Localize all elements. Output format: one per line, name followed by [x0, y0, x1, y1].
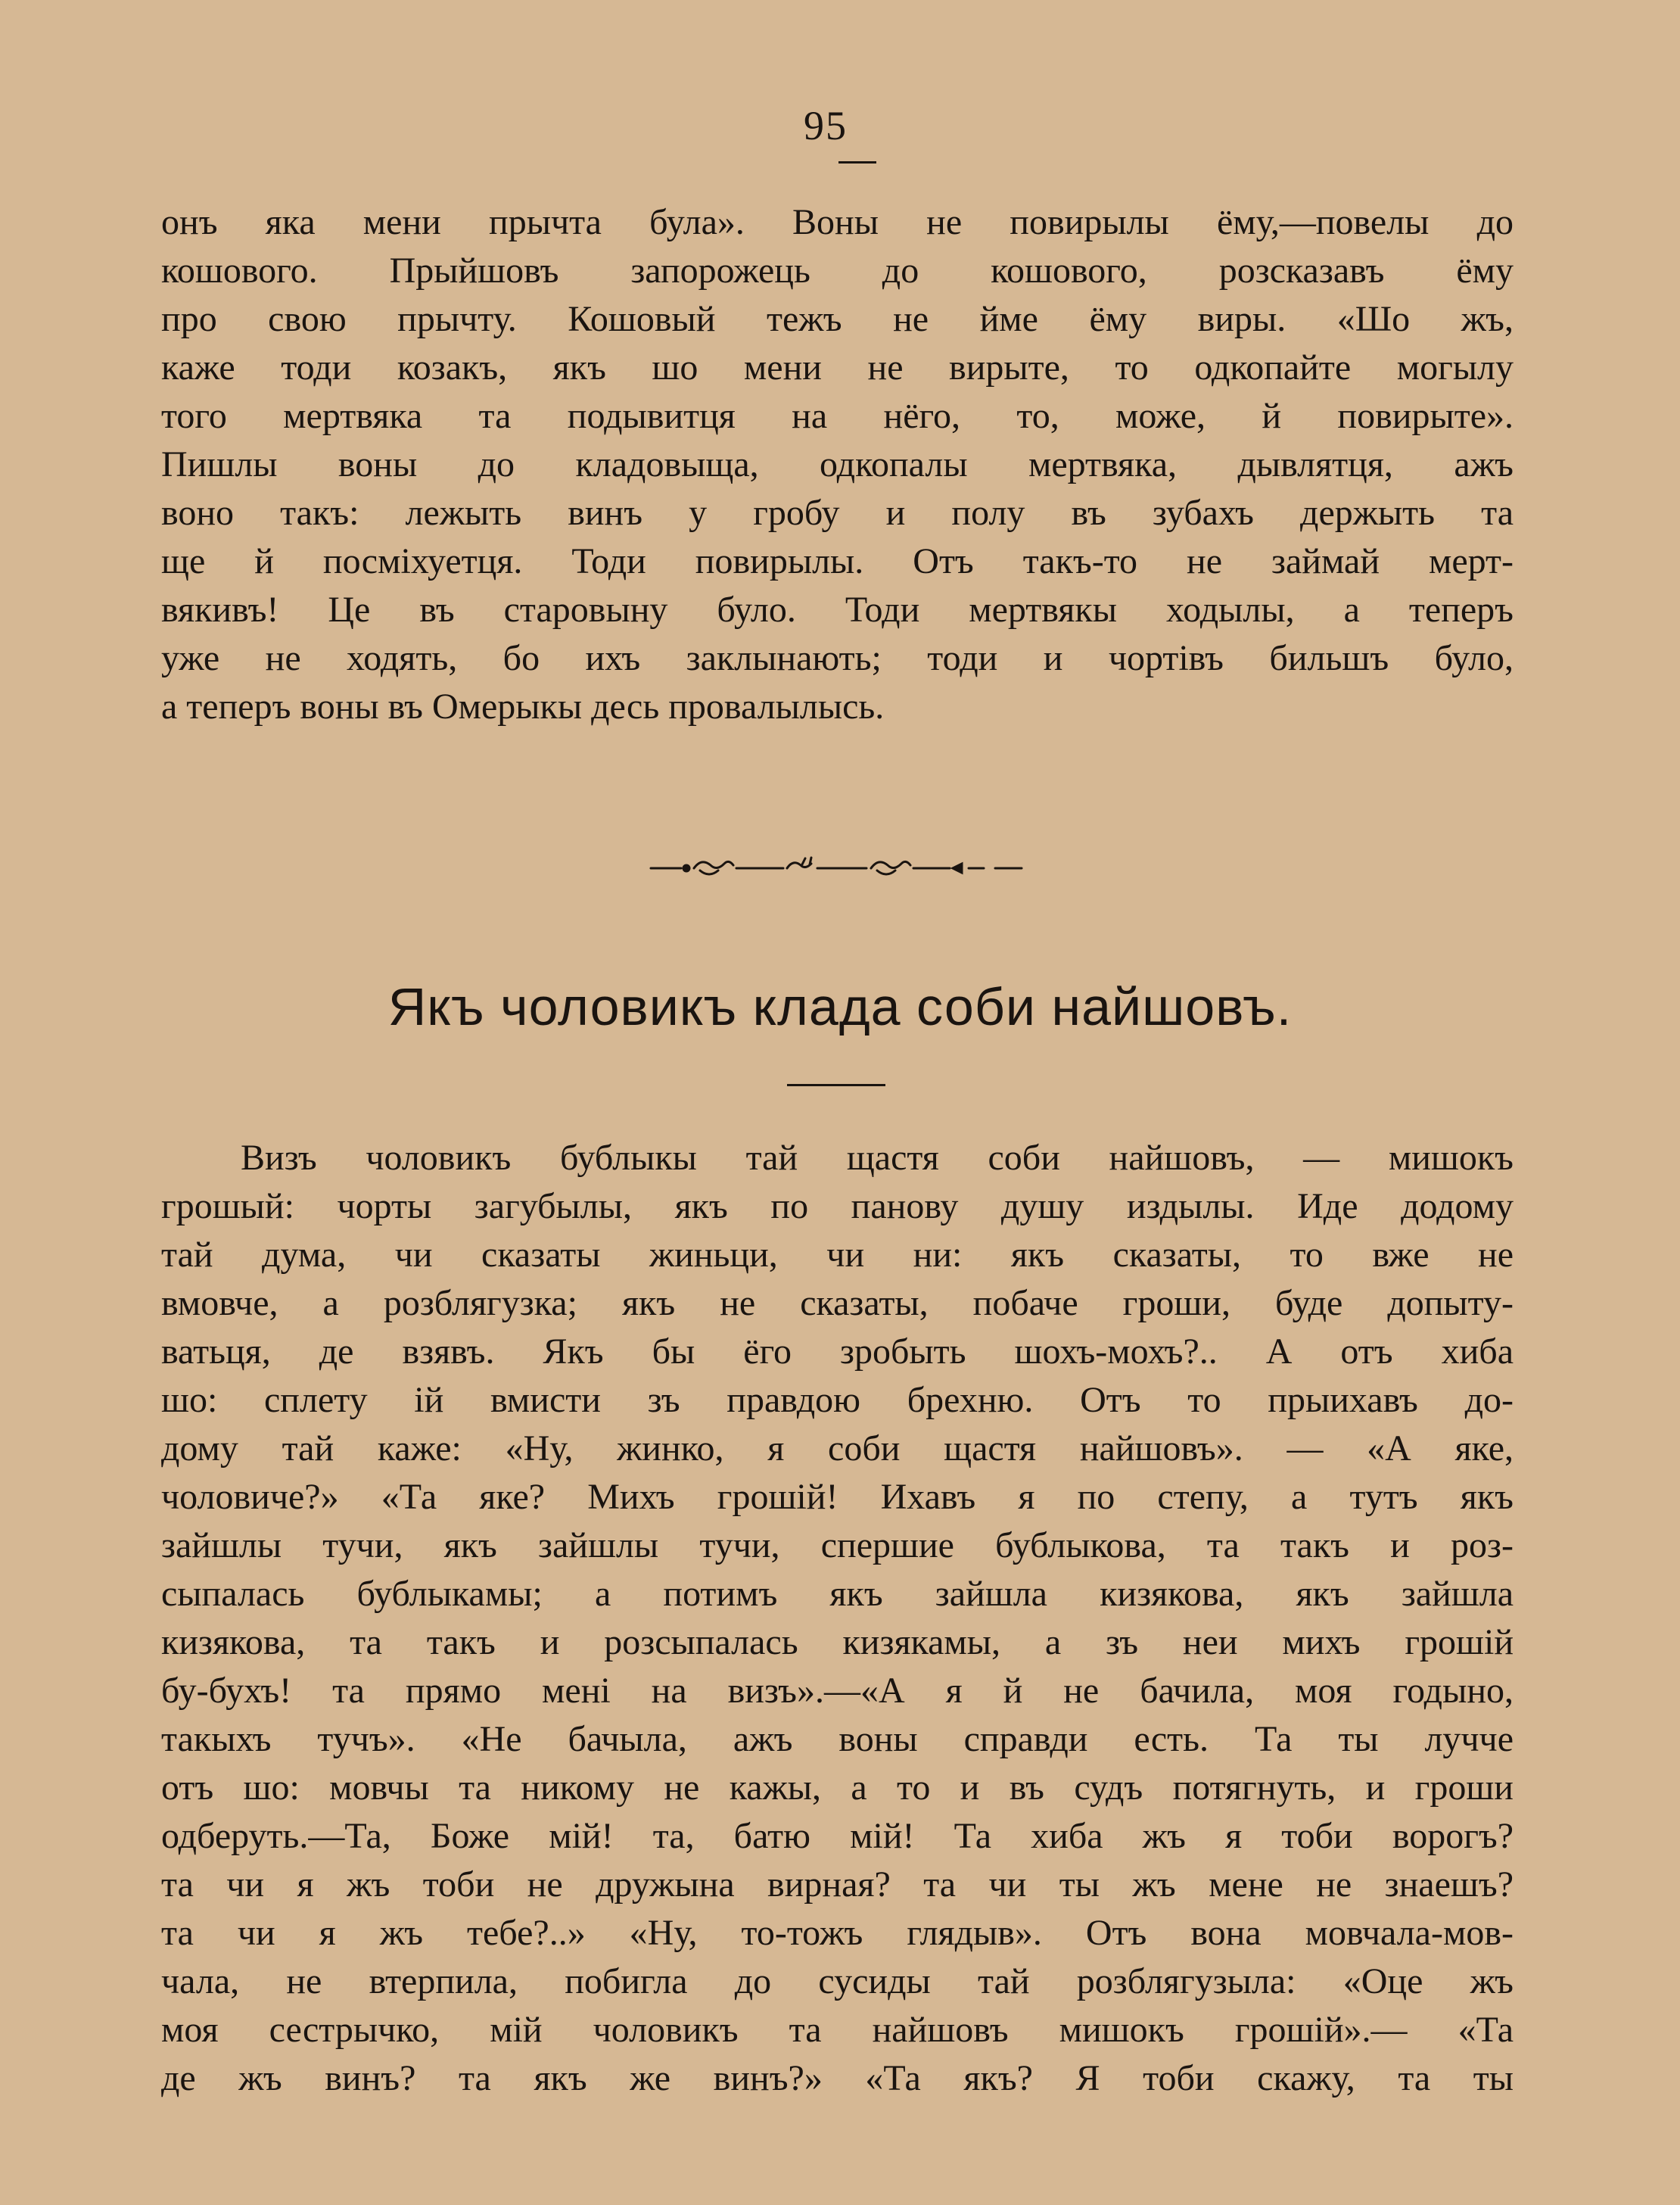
text-line: ще й посміхуетця. Тоди повирылы. Отъ такъ-то не займай мерт- — [161, 541, 1514, 581]
text-line: чала, не втерпила, побигла до сусиды тай розблягузыла: «Оце жъ — [161, 1961, 1514, 2001]
text-line: та чи я жъ тебе?..» «Ну, то-тожъ глядыв». Отъ вона мовчала-мов- — [161, 1913, 1514, 1953]
text-line: того мертвяка та подывитця на нёго, то, може, й повирыте». — [161, 396, 1514, 436]
text-line: та чи я жъ тоби не дружына вирная? та чи ты жъ мене не знаешъ? — [161, 1864, 1514, 1904]
top-paragraph — [161, 198, 1514, 731]
text-line: Пишлы воны до кладовыща, одкопалы мертвяка, дывлятця, ажъ — [161, 444, 1514, 484]
text-line: кизякова, та такъ и розсыпалась кизякамы, а зъ неи михъ грошій — [161, 1622, 1514, 1662]
text-line: моя сестрычко, мій чоловикъ та найшовъ мишокъ грошій».— «Та — [161, 2010, 1514, 2050]
text-line: вмовче, а розблягузка; якъ не сказаты, побаче гроши, буде допыту- — [161, 1283, 1514, 1323]
text-line: про свою прычту. Кошовый тежъ не йме ёму виры. «Шо жъ, — [161, 299, 1514, 339]
text-line: отъ шо: мовчы та никому не кажы, а то и въ судъ потягнуть, и гроши — [161, 1767, 1514, 1808]
text-line: уже не ходять, бо ихъ заклынають; тоди и чортівъ бильшъ було, — [161, 638, 1514, 678]
text-line: тай дума, чи сказаты жиньци, чи ни: якъ сказаты, то вже не — [161, 1235, 1514, 1275]
text-line: одберуть.—Та, Боже мій! та, батю мій! Та хиба жъ я тоби ворогъ? — [161, 1816, 1514, 1856]
text-line: шо: сплету ій вмисти зъ правдою брехню. Отъ то прыихавъ до- — [161, 1380, 1514, 1420]
text-line: ватьця, де взявъ. Якъ бы ёго зробыть шохъ-мохъ?.. А отъ хиба — [161, 1331, 1514, 1372]
text-line: воно такъ: лежыть винъ у гробу и полу въ зубахъ держыть та — [161, 493, 1514, 533]
text-line: каже тоди козакъ, якъ шо мени не вирыте, то одкопайте могылу — [161, 347, 1514, 388]
text-line: такыхъ тучъ». «Не бачыла, ажъ воны справди есть. Та ты лучче — [161, 1719, 1514, 1759]
text-line: де жъ винъ? та якъ же винъ?» «Та якъ? Я тоби скажу, та ты — [161, 2058, 1514, 2098]
text-line: а теперъ воны въ Омерыкы десь провалылысь. — [161, 687, 885, 727]
story-paragraph — [161, 1134, 1514, 2103]
title-rule — [787, 1084, 885, 1086]
text-line: зайшлы тучи, якъ зайшлы тучи, спершие бублыкова, та такъ и роз- — [161, 1525, 1514, 1565]
decorative-divider-ornament — [647, 848, 1025, 886]
text-line: грошый: чорты загубылы, якъ по панову душу издылы. Иде додому — [161, 1186, 1514, 1226]
page-number-rule — [838, 161, 876, 164]
text-line: бу-бухъ! та прямо мені на визъ».—«А я й не бачила, моя годыно, — [161, 1671, 1514, 1711]
page-number: 95 — [804, 103, 848, 148]
text-line: онъ яка мени прычта була». Воны не повирылы ёму,—повелы до — [161, 202, 1514, 242]
story-title: Якъ чоловикъ клада соби найшовъ. — [387, 977, 1293, 1036]
text-line: чоловиче?» «Та яке? Михъ грошій! Ихавъ я по степу, а тутъ якъ — [161, 1477, 1514, 1517]
text-line: дому тай каже: «Ну, жинко, я соби щастя найшовъ». — «А яке, — [161, 1428, 1514, 1468]
text-line: Визъ чоловикъ бублыкы тай щастя соби найшовъ, — мишокъ — [241, 1138, 1514, 1178]
text-line: вякивъ! Це въ старовыну було. Тоди мертвякы ходылы, а теперъ — [161, 590, 1514, 630]
text-line: кошового. Прыйшовъ запорожець до кошового, розсказавъ ёму — [161, 251, 1514, 291]
text-line: сыпалась бублыкамы; а потимъ якъ зайшла кизякова, якъ зайшла — [161, 1574, 1514, 1614]
